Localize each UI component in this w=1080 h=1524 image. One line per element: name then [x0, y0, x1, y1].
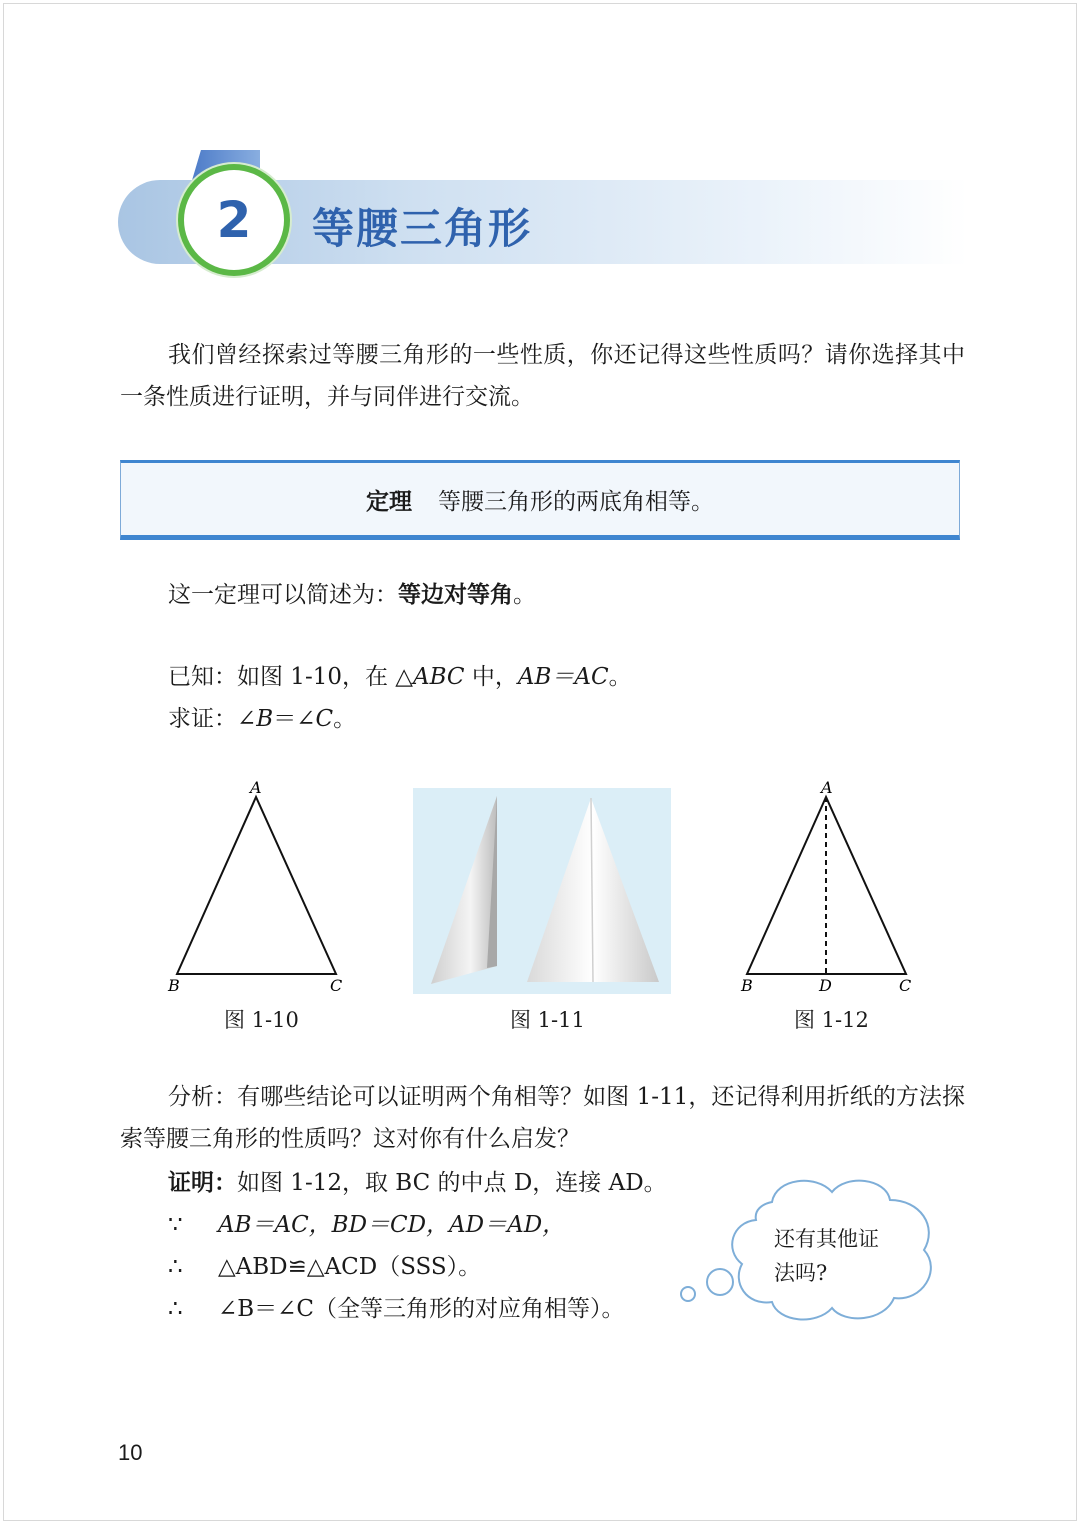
proof-line-3: [168, 1290, 625, 1323]
given-line: [168, 658, 632, 691]
label-d: D: [819, 976, 832, 995]
summary-emphasis: 等边对等角: [398, 581, 513, 608]
therefore-symbol: ∴: [168, 1296, 183, 1322]
prove-line: [168, 700, 356, 733]
proof-step-3: ∠B＝∠C（全等三角形的对应角相等）。: [217, 1296, 625, 1322]
therefore-symbol: ∴: [168, 1254, 183, 1280]
proof-step-1: AB＝AC，BD＝CD，AD＝AD，: [217, 1212, 566, 1238]
label-c: C: [330, 976, 343, 995]
thought-dot-large: [707, 1269, 733, 1295]
proof-line-1: [168, 1206, 565, 1239]
proof-label: 证明：: [168, 1169, 237, 1196]
figure-1-10: [160, 775, 360, 1000]
folded-triangle-side: [431, 796, 497, 984]
intro-paragraph: 我们曾经探索过等腰三角形的一些性质，你还记得这些性质吗？请你选择其中一条性质进行证明，并与同伴进行交流。: [120, 342, 965, 410]
folded-paper-illustration: [413, 788, 671, 994]
proof-intro: 如图 1-12，取 BC 的中点 D，连接 AD。: [237, 1170, 667, 1196]
figure-1-11-photo: [413, 788, 671, 994]
proof-line-0: [168, 1164, 667, 1197]
given-prefix: 已知：如图 1-10，在 △: [168, 664, 413, 690]
figure-1-11-caption: 图 1-11: [510, 1008, 585, 1032]
thought-bubble-text: [774, 1222, 914, 1290]
prove-prefix: 求证：∠: [168, 706, 257, 732]
section-title: 等腰三角形: [312, 204, 533, 253]
bubble-line-2: 法吗?: [774, 1261, 828, 1285]
given-middle: 中，: [464, 664, 518, 690]
proof-line-2: [168, 1248, 481, 1281]
label-b: B: [741, 976, 753, 995]
because-symbol: ∵: [168, 1212, 183, 1238]
page-number: 10: [118, 1440, 143, 1465]
given-equation: AB＝AC: [517, 664, 609, 690]
label-a: A: [821, 778, 833, 797]
summary-suffix: 。: [513, 582, 536, 608]
prove-eq: ＝∠: [273, 706, 316, 732]
analysis-paragraph: 分析：有哪些结论可以证明两个角相等？如图 1-11，还记得利用折纸的方法探索等腰三角形的性质吗？这对你有什么启发？: [120, 1084, 965, 1152]
section-number: 2: [216, 191, 252, 249]
label-c: C: [899, 976, 912, 995]
label-b: B: [168, 976, 180, 995]
theorem-summary: [168, 576, 536, 609]
section-number-badge: [184, 170, 284, 270]
theorem-box: [120, 460, 960, 540]
triangle-abc-with-median: [747, 797, 906, 974]
triangle-abc: [177, 797, 336, 974]
thought-dot-small: [681, 1287, 695, 1301]
theorem-text: 等腰三角形的两底角相等。: [438, 488, 714, 515]
theorem-label: 定理: [366, 487, 412, 515]
given-suffix: 。: [608, 664, 632, 690]
summary-prefix: 这一定理可以简述为：: [168, 582, 398, 608]
given-triangle: ABC: [412, 664, 465, 690]
figure-1-10-caption: 图 1-10: [224, 1008, 299, 1032]
prove-angle-b: B: [256, 706, 274, 732]
prove-angle-c: C: [315, 706, 334, 732]
figure-1-12-caption: 图 1-12: [794, 1008, 869, 1032]
proof-step-2: △ABD≌△ACD（SSS）。: [217, 1254, 482, 1280]
figure-1-12: [733, 775, 923, 1000]
prove-suffix: 。: [333, 706, 357, 732]
bubble-line-1: 还有其他证: [774, 1227, 879, 1251]
label-a: A: [250, 778, 262, 797]
